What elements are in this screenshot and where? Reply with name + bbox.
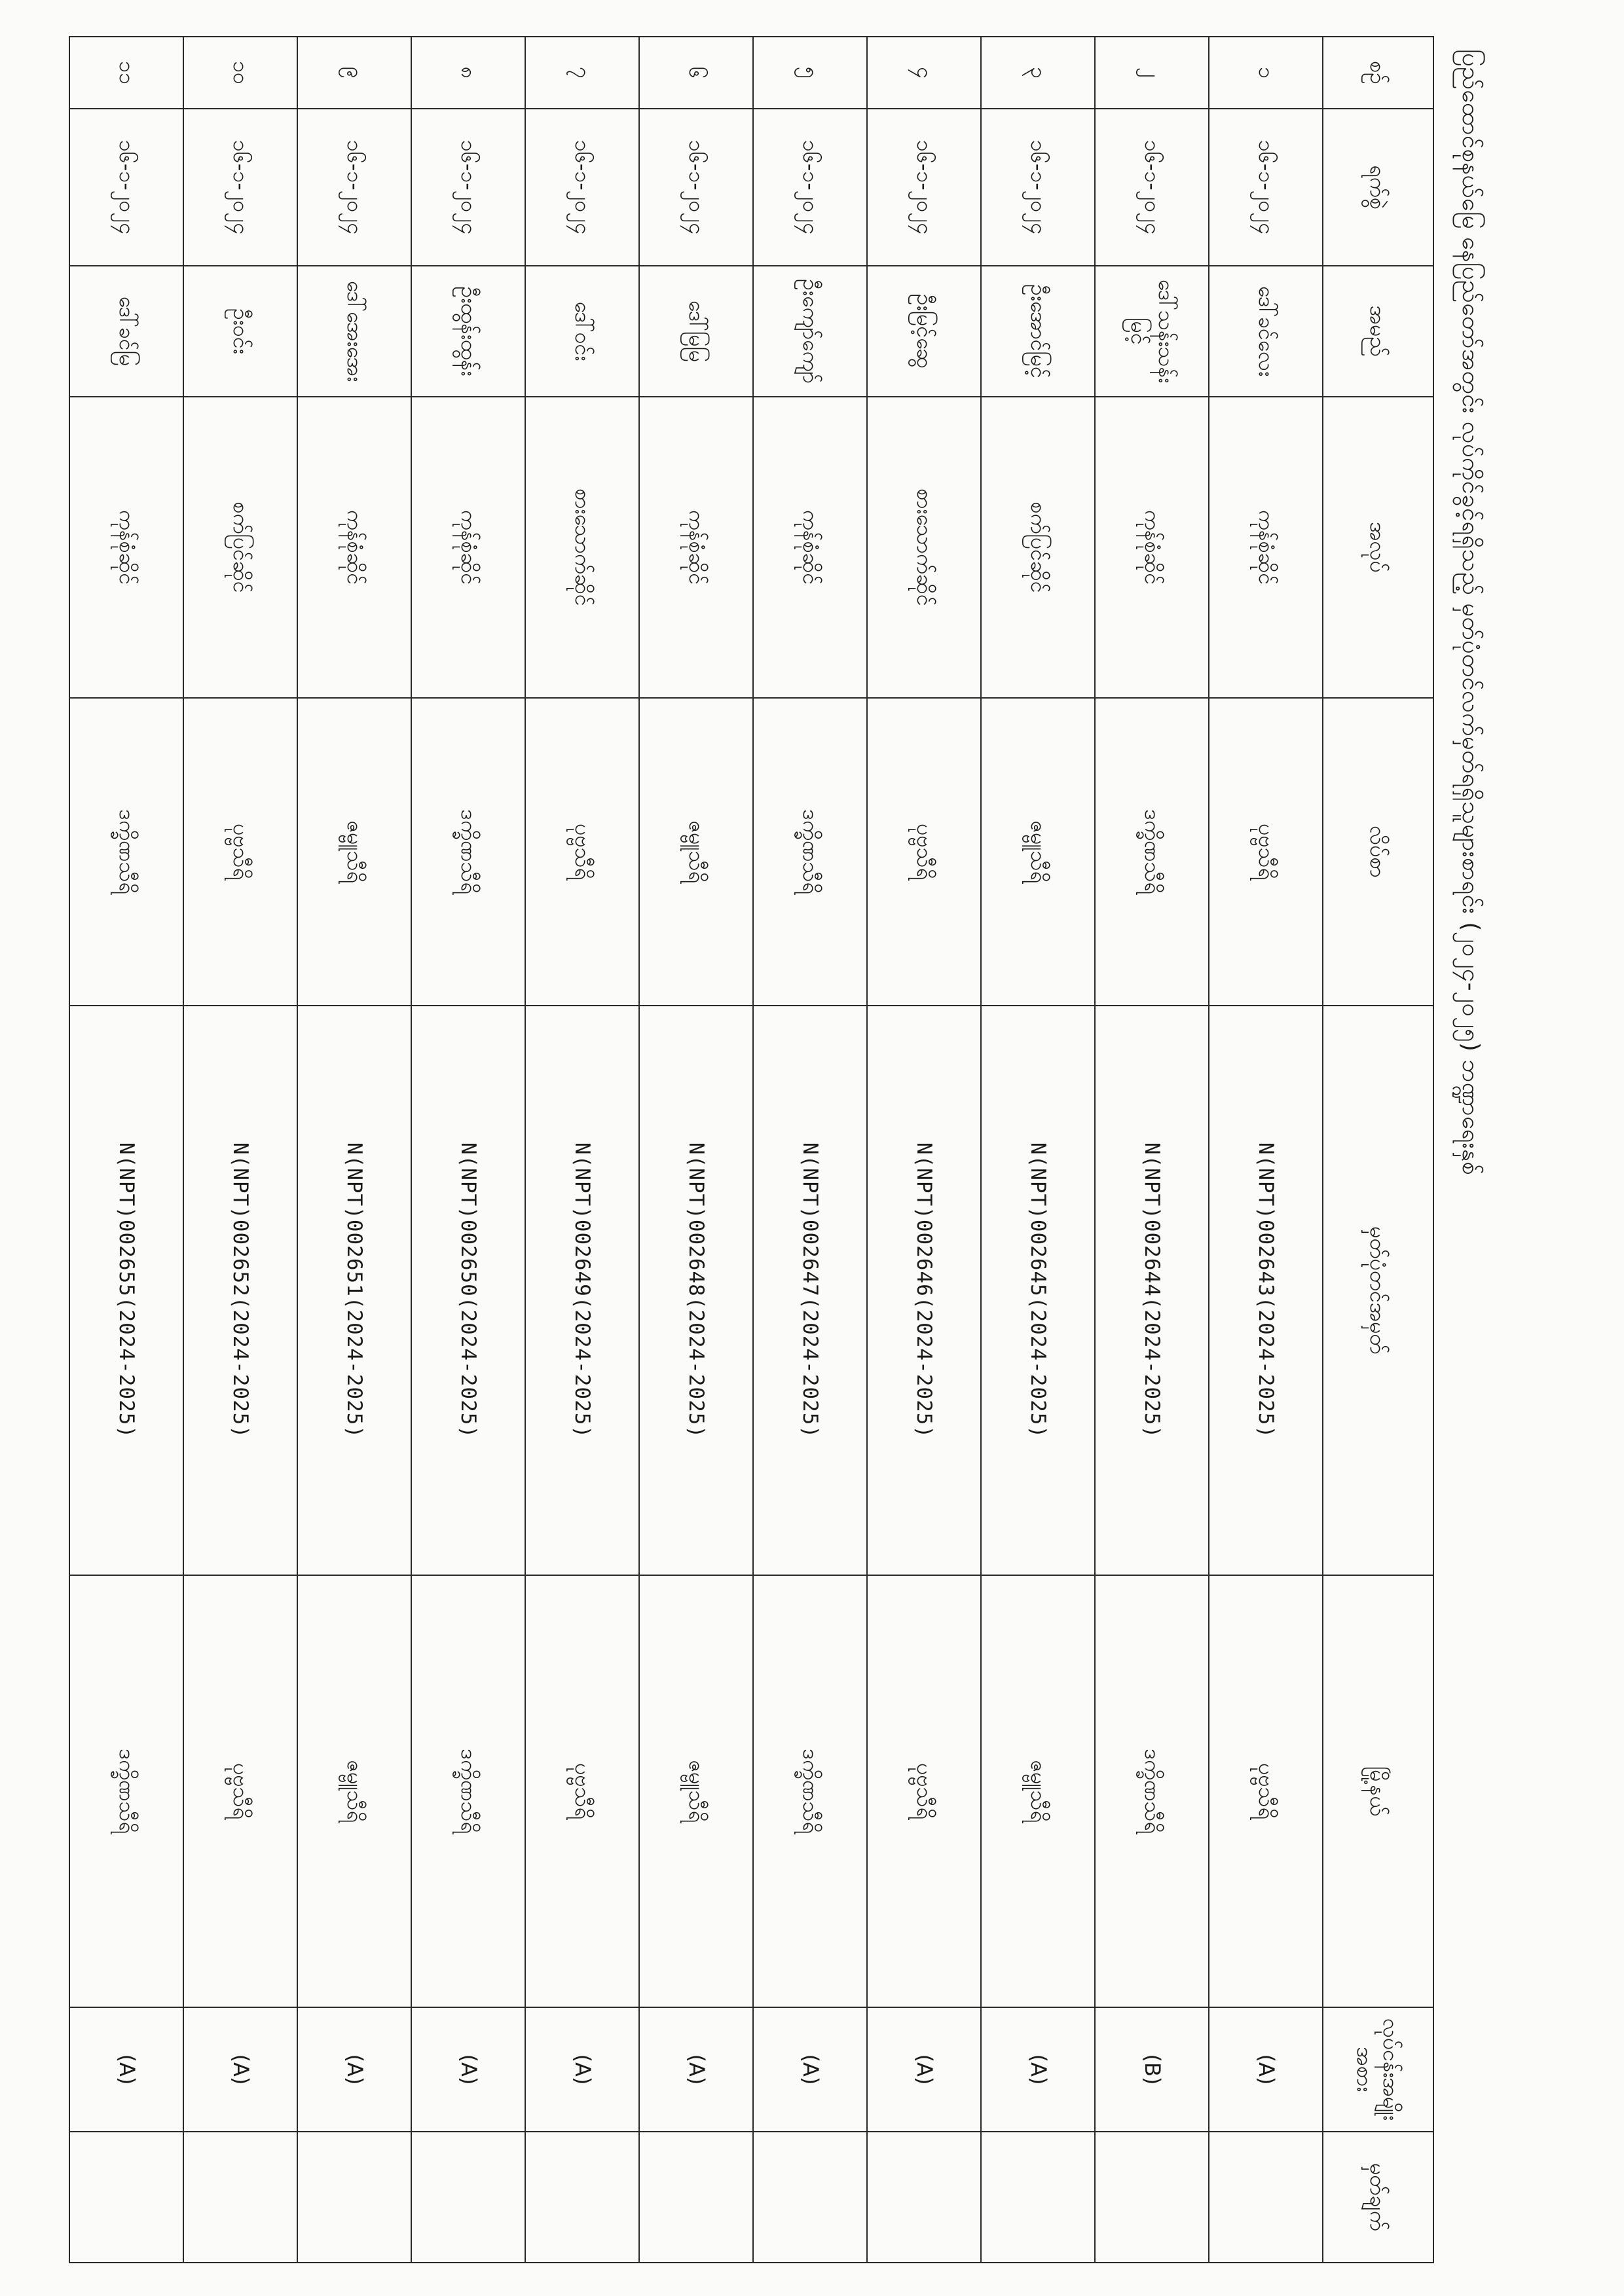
cell-registration-number: N(NPT)002647(2024-2025)	[753, 1006, 867, 1575]
cell-type: (A)	[867, 2007, 981, 2132]
cell-registration-number: N(NPT)002655(2024-2025)	[69, 1006, 183, 1575]
cell-registration-number: N(NPT)002644(2024-2025)	[1095, 1006, 1209, 1575]
cell-address: ဒက္ခိဏသီရိ	[69, 698, 183, 1006]
cell-job: စားသောက်ဆိုင်	[867, 397, 981, 698]
cell-name: ဒေါ်ဝင်း	[525, 266, 639, 397]
cell-date: ၁၆-၁-၂၀၂၄	[1209, 109, 1323, 266]
header-name: အမည်	[1323, 266, 1433, 397]
table-row	[1209, 37, 1323, 2263]
cell-township: ဒက္ခိဏသီရိ	[1095, 1575, 1209, 2007]
cell-remark	[411, 2132, 525, 2263]
cell-registration-number: N(NPT)002652(2024-2025)	[183, 1006, 297, 1575]
table-row	[69, 37, 183, 2263]
cell-remark	[867, 2132, 981, 2263]
cell-job: ကုန်စုံဆိုင်	[411, 397, 525, 698]
cell-serial: ၅	[753, 37, 867, 109]
cell-type: (B)	[1095, 2007, 1209, 2132]
cell-date: ၁၆-၁-၂၀၂၄	[183, 109, 297, 266]
cell-type: (A)	[1209, 2007, 1323, 2132]
cell-remark	[639, 2132, 753, 2263]
cell-serial: ၁	[1209, 37, 1323, 109]
cell-remark	[753, 2132, 867, 2263]
cell-type: (A)	[297, 2007, 411, 2132]
header-type: လုပ်ငန်းအမျိုးအစား	[1323, 2007, 1433, 2132]
cell-date: ၁၆-၁-၂၀၂၄	[69, 109, 183, 266]
header-date: ရက်စွဲ	[1323, 109, 1433, 266]
cell-name: ဒေါ်မြမြ	[639, 266, 753, 397]
cell-date: ၁၆-၁-၂၀၂၄	[639, 109, 753, 266]
cell-date: ၁၆-၁-၂၀၂၄	[981, 109, 1095, 266]
cell-type: (A)	[753, 2007, 867, 2132]
cell-serial: ၁၀	[183, 37, 297, 109]
cell-address: ပုဗ္ဗသီရိ	[867, 698, 981, 1006]
cell-name: ဦးဝင်း	[183, 266, 297, 397]
cell-township: ပုဗ္ဗသီရိ	[183, 1575, 297, 2007]
cell-township: ပုဗ္ဗသီရိ	[525, 1575, 639, 2007]
cell-address: ဇမ္ဗူသီရိ	[639, 698, 753, 1006]
cell-registration-number: N(NPT)002648(2024-2025)	[639, 1006, 753, 1575]
header-serial: စဉ်	[1323, 37, 1433, 109]
cell-name: ဒေါ်ခင်လေး	[1209, 266, 1323, 397]
cell-address: ဒက္ခိဏသီရိ	[753, 698, 867, 1006]
cell-township: ဇမ္ဗူသီရိ	[639, 1575, 753, 2007]
cell-job: စားသောက်ဆိုင်	[525, 397, 639, 698]
cell-serial: ၉	[297, 37, 411, 109]
cell-serial: ၃	[981, 37, 1095, 109]
table-row	[525, 37, 639, 2263]
cell-job: ကုန်စုံဆိုင်	[1209, 397, 1323, 698]
document-title: ပြည်ထောင်စုနယ်မြေ နေပြည်တော်အတွင်း လုပ်ကိုင်ခွင့်ရရှိသည့် မှတ်ပုံတင်လက်မှတ်ရရှိသူများစာရင်း (၂၀၂၄-၂၀၂၅) ဘဏ္ဍာရေးနှစ်	[1457, 49, 1484, 1175]
cell-address: ဇမ္ဗူသီရိ	[981, 698, 1095, 1006]
cell-registration-number: N(NPT)002643(2024-2025)	[1209, 1006, 1323, 1575]
cell-serial: ၄	[867, 37, 981, 109]
cell-remark	[1095, 2132, 1209, 2263]
cell-job: ကုန်စုံဆိုင်	[69, 397, 183, 698]
cell-registration-number: N(NPT)002651(2024-2025)	[297, 1006, 411, 1575]
rotated-table-region	[105, 36, 1500, 2262]
cell-township: ဇမ္ဗူသီရိ	[297, 1575, 411, 2007]
cell-serial: ၁၁	[69, 37, 183, 109]
cell-name: ဒေါ်ခင်မြ	[69, 266, 183, 397]
cell-serial: ၆	[639, 37, 753, 109]
header-job: အလုပ်	[1323, 397, 1433, 698]
cell-remark	[183, 2132, 297, 2263]
header-address: လိပ်စာ	[1323, 698, 1433, 1006]
cell-township: ဒက္ခိဏသီရိ	[753, 1575, 867, 2007]
cell-name: ဦးအောင်မြင့်	[981, 266, 1095, 397]
cell-township: ဇမ္ဗူသီရိ	[981, 1575, 1095, 2007]
table-row	[411, 37, 525, 2263]
cell-remark	[297, 2132, 411, 2263]
table-row	[1095, 37, 1209, 2263]
cell-address: ပုဗ္ဗသီရိ	[525, 698, 639, 1006]
cell-serial: ၂	[1095, 37, 1209, 109]
cell-type: (A)	[525, 2007, 639, 2132]
cell-address: ဇမ္ဗူသီရိ	[297, 698, 411, 1006]
table-row	[639, 37, 753, 2263]
table-row	[981, 37, 1095, 2263]
cell-address: ပုဗ္ဗသီရိ	[1209, 698, 1323, 1006]
header-remark: မှတ်ချက်	[1323, 2132, 1433, 2263]
cell-date: ၁၆-၁-၂၀၂၄	[867, 109, 981, 266]
cell-date: ၁၆-၁-၂၀၂၄	[525, 109, 639, 266]
cell-registration-number: N(NPT)002646(2024-2025)	[867, 1006, 981, 1575]
cell-name: ဒေါ်အေးအေး	[297, 266, 411, 397]
cell-address: ပုဗ္ဗသီရိ	[183, 698, 297, 1006]
table-row	[183, 37, 297, 2263]
cell-address: ဒက္ခိဏသီရိ	[411, 698, 525, 1006]
table-row	[867, 37, 981, 2263]
table-header-row	[1323, 37, 1433, 2263]
cell-remark	[69, 2132, 183, 2263]
cell-remark	[981, 2132, 1095, 2263]
cell-registration-number: N(NPT)002650(2024-2025)	[411, 1006, 525, 1575]
cell-job: ကုန်စုံဆိုင်	[297, 397, 411, 698]
registration-table	[69, 36, 1434, 2263]
header-township: မြို့နယ်	[1323, 1575, 1433, 2007]
cell-serial: ၇	[525, 37, 639, 109]
cell-job: ကုန်စုံဆိုင်	[1095, 397, 1209, 698]
cell-remark	[525, 2132, 639, 2263]
cell-date: ၁၆-၁-၂၀၂၄	[411, 109, 525, 266]
cell-type: (A)	[981, 2007, 1095, 2132]
cell-registration-number: N(NPT)002649(2024-2025)	[525, 1006, 639, 1575]
cell-township: ပုဗ္ဗသီရိ	[1209, 1575, 1323, 2007]
cell-name: ဦးမြင့်ဆွေ	[867, 266, 981, 397]
cell-serial: ၈	[411, 37, 525, 109]
cell-date: ၁၆-၁-၂၀၂၄	[1095, 109, 1209, 266]
cell-address: ဒက္ခိဏသီရိ	[1095, 698, 1209, 1006]
cell-registration-number: N(NPT)002645(2024-2025)	[981, 1006, 1095, 1575]
cell-type: (A)	[411, 2007, 525, 2132]
cell-township: ဒက္ခိဏသီရိ	[69, 1575, 183, 2007]
table-row	[753, 37, 867, 2263]
cell-job: ကုန်စုံဆိုင်	[753, 397, 867, 698]
cell-name: ဦးကျော်ကျော်	[753, 266, 867, 397]
cell-township: ပုဗ္ဗသီရိ	[867, 1575, 981, 2007]
cell-name: ဒေါ်သန်းသန်းမြင့်	[1095, 266, 1209, 397]
cell-type: (A)	[69, 2007, 183, 2132]
header-registration-number: မှတ်ပုံတင်အမှတ်	[1323, 1006, 1433, 1575]
cell-type: (A)	[183, 2007, 297, 2132]
table-row	[297, 37, 411, 2263]
cell-job: စက်ပြင်ဆိုင်	[183, 397, 297, 698]
cell-township: ဒက္ခိဏသီရိ	[411, 1575, 525, 2007]
cell-job: စက်ပြင်ဆိုင်	[981, 397, 1095, 698]
table-body	[69, 37, 1323, 2263]
cell-job: ကုန်စုံဆိုင်	[639, 397, 753, 698]
cell-type: (A)	[639, 2007, 753, 2132]
cell-date: ၁၆-၁-၂၀၂၄	[297, 109, 411, 266]
cell-date: ၁၆-၁-၂၀၂၄	[753, 109, 867, 266]
cell-remark	[1209, 2132, 1323, 2263]
cell-name: ဦးထွန်းထွန်း	[411, 266, 525, 397]
